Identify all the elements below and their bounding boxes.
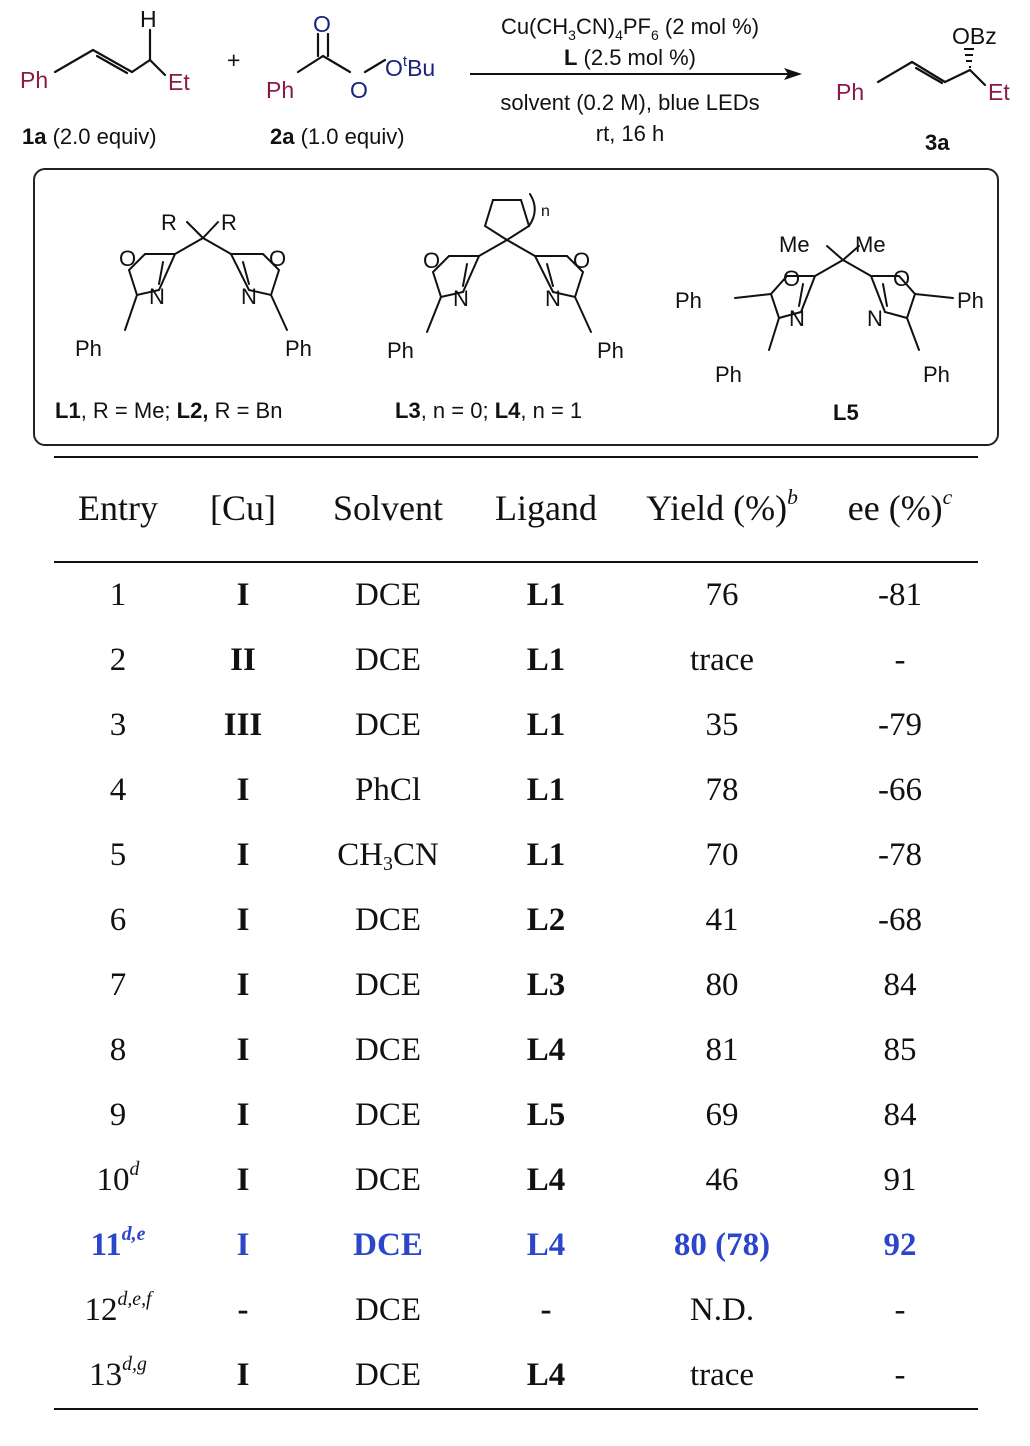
l1-nitrogen-left: N — [149, 284, 165, 309]
ligand-loading-label: L (2.5 mol %) — [563, 45, 697, 70]
cell-yield: 76 — [705, 577, 739, 613]
cell-entry — [89, 1353, 147, 1393]
cell-ee: -68 — [878, 902, 922, 938]
cell-entry — [110, 1034, 127, 1067]
entry-number: 5 — [109, 837, 127, 873]
column-header-text: Ligand — [495, 488, 597, 528]
cell-solvent: DCE — [355, 902, 421, 938]
l5-nitrogen-right: N — [867, 306, 883, 331]
cell-entry — [110, 1099, 127, 1132]
cell-cu: I — [236, 837, 250, 873]
cell-cu: I — [236, 1097, 250, 1133]
cell-cu: I — [236, 772, 250, 808]
column-header-ee — [847, 484, 953, 528]
column-header-solvent — [333, 490, 443, 526]
ligand-caption-l1-l2: L1, R = Me; L2, R = Bn — [55, 398, 283, 423]
ligand-structures-box — [33, 168, 999, 446]
column-header-yield — [646, 484, 798, 528]
entry-number: 10 — [96, 1162, 130, 1198]
cell-ligand: L1 — [526, 707, 566, 743]
cell-ligand: L4 — [526, 1227, 566, 1263]
phenyl-label-1a: Ph — [20, 67, 49, 93]
l3-ring-size-n: n — [541, 203, 550, 220]
footnote-marker: d,g — [122, 1353, 147, 1376]
l3-phenyl-right: Ph — [597, 338, 624, 363]
solvent-text-b: CN — [392, 837, 439, 873]
entry-number: 13 — [89, 1357, 123, 1393]
cell-cu: - — [237, 1292, 249, 1328]
cell-yield: 69 — [705, 1097, 739, 1133]
l3-nitrogen-right: N — [545, 286, 561, 311]
cell-entry — [84, 1288, 152, 1328]
ligand-structures — [35, 170, 997, 444]
l1-r-group-left: R — [161, 210, 177, 235]
l5-phenyl-lower-right: Ph — [923, 362, 950, 387]
l5-phenyl-upper-right: Ph — [957, 288, 984, 313]
ligand-caption-l5: L5 — [833, 400, 859, 425]
cell-ee: 84 — [883, 1097, 917, 1133]
cell-yield: 80 — [705, 967, 739, 1003]
cell-ligand: L1 — [526, 642, 566, 678]
l1-nitrogen-right: N — [241, 284, 257, 309]
cell-ligand: L1 — [526, 772, 566, 808]
l5-methyl-right: Me — [855, 232, 886, 257]
cell-ee: -66 — [878, 772, 922, 808]
cell-solvent: DCE — [355, 1357, 421, 1393]
cell-solvent: DCE — [355, 1292, 421, 1328]
column-header-text: [Cu] — [210, 488, 276, 528]
entry-number: 2 — [109, 642, 127, 678]
cell-ee: 84 — [883, 967, 917, 1003]
cell-cu: I — [236, 1032, 250, 1068]
l5-phenyl-upper-left: Ph — [675, 288, 702, 313]
benzoyloxy-label: OBz — [952, 23, 997, 49]
cell-ligand: L2 — [526, 902, 566, 938]
ligand-caption-l3-l4: L3, n = 0; L4, n = 1 — [395, 398, 583, 423]
cell-entry — [110, 579, 127, 612]
cell-yield: 78 — [705, 772, 739, 808]
entry-number: 3 — [109, 707, 127, 743]
cell-yield: N.D. — [689, 1292, 755, 1328]
footnote-marker: b — [787, 484, 798, 509]
table-top-rule — [54, 456, 978, 458]
hydrogen-label: H — [140, 6, 157, 32]
cell-entry — [110, 709, 127, 742]
column-header-cu — [210, 490, 276, 526]
table-header-rule — [54, 561, 978, 563]
l3-oxygen-left: O — [423, 248, 441, 273]
reaction-scheme — [0, 0, 1030, 160]
cell-ee: 85 — [883, 1032, 917, 1068]
cell-yield: 46 — [705, 1162, 739, 1198]
plus-sign: + — [227, 47, 241, 73]
cell-solvent: DCE — [355, 642, 421, 678]
cell-ee: 92 — [883, 1227, 917, 1263]
column-header-ligand — [495, 490, 597, 526]
cell-ee: -81 — [878, 577, 922, 613]
l5-nitrogen-left: N — [789, 306, 805, 331]
l1-phenyl-left: Ph — [75, 336, 102, 361]
solvent-conditions-label: solvent (0.2 M), blue LEDs — [500, 90, 760, 115]
compound-label-1a: 1a (2.0 equiv) — [22, 124, 157, 149]
cell-ee: - — [894, 642, 906, 678]
cell-entry — [90, 1223, 146, 1263]
cell-yield: 35 — [705, 707, 739, 743]
footnote-marker: c — [942, 484, 953, 509]
column-header-text: Entry — [78, 488, 158, 528]
cell-yield: 41 — [705, 902, 739, 938]
entry-number: 8 — [109, 1032, 127, 1068]
time-conditions-label: rt, 16 h — [595, 121, 665, 146]
cell-ligand: L4 — [526, 1162, 566, 1198]
cell-entry — [110, 969, 127, 1002]
cell-solvent: PhCl — [354, 772, 422, 808]
tert-butoxy-label: $O^tBu$ — [385, 53, 436, 81]
cell-ee: - — [894, 1357, 906, 1393]
cell-cu: I — [236, 967, 250, 1003]
cell-solvent: DCE — [355, 1162, 421, 1198]
l1-phenyl-right: Ph — [285, 336, 312, 361]
cell-solvent: DCE — [355, 967, 421, 1003]
column-header-text: Solvent — [332, 488, 444, 528]
cell-solvent: DCE — [355, 1097, 421, 1133]
ethyl-label-3a: Et — [988, 79, 1010, 105]
cell-cu: I — [236, 1357, 250, 1393]
entry-number: 11 — [90, 1227, 122, 1263]
cell-entry — [110, 644, 127, 677]
ester-oxygen-label: O — [350, 77, 368, 103]
entry-number: 7 — [109, 967, 127, 1003]
cell-cu: III — [223, 707, 263, 743]
cell-solvent: DCE — [353, 1227, 423, 1263]
cell-solvent: DCE — [355, 577, 421, 613]
l1-oxygen-left: O — [119, 246, 137, 271]
entry-number: 6 — [109, 902, 127, 938]
l1-r-group-right: R — [221, 210, 237, 235]
cell-yield: trace — [689, 642, 755, 678]
cell-entry — [110, 839, 127, 872]
footnote-marker: d,e,f — [117, 1288, 152, 1311]
cell-yield: trace — [689, 1357, 755, 1393]
cell-entry — [110, 904, 127, 937]
cell-solvent: DCE — [355, 1032, 421, 1068]
phenyl-label-3a: Ph — [836, 79, 865, 105]
carbonyl-oxygen-label: O — [313, 11, 331, 37]
cell-yield: 70 — [705, 837, 739, 873]
cell-ligand: - — [540, 1292, 552, 1328]
l5-oxygen-right: O — [893, 266, 911, 291]
cell-ee: -78 — [878, 837, 922, 873]
subscript: 3 — [383, 852, 393, 875]
cell-yield: 80 (78) — [673, 1227, 771, 1263]
l5-oxygen-left: O — [783, 266, 801, 291]
cell-cu: I — [236, 902, 250, 938]
entry-number: 4 — [109, 772, 127, 808]
column-header-entry — [78, 490, 158, 526]
l5-phenyl-lower-left: Ph — [715, 362, 742, 387]
phenyl-label-2a: Ph — [266, 77, 295, 103]
cell-entry — [110, 774, 127, 807]
entry-number: 9 — [109, 1097, 127, 1133]
catalyst-label: $Cu(CH_3CN)_4PF_6$ (2 mol %) — [500, 14, 760, 43]
cell-solvent — [337, 837, 439, 875]
cell-ligand: L1 — [526, 577, 566, 613]
cell-ligand: L3 — [526, 967, 566, 1003]
l3-phenyl-left: Ph — [387, 338, 414, 363]
column-header-text: ee (%) — [847, 488, 943, 528]
cell-cu: I — [236, 1227, 250, 1263]
cell-cu: I — [236, 1162, 250, 1198]
cell-ee: 91 — [883, 1162, 917, 1198]
cell-ee: -79 — [878, 707, 922, 743]
l5-methyl-left: Me — [779, 232, 810, 257]
footnote-marker: d,e — [121, 1223, 146, 1246]
table-bottom-rule — [54, 1408, 978, 1410]
entry-number: 1 — [109, 577, 127, 613]
compound-label-3a: 3a — [925, 130, 950, 155]
l1-oxygen-right: O — [269, 246, 287, 271]
footnote-marker: d — [129, 1158, 140, 1181]
cell-ligand: L4 — [526, 1032, 566, 1068]
cell-solvent: DCE — [355, 707, 421, 743]
cell-cu: I — [236, 577, 250, 613]
column-header-text: Yield (%) — [646, 488, 788, 528]
cell-ee: - — [894, 1292, 906, 1328]
cell-ligand: L5 — [526, 1097, 566, 1133]
solvent-text-a: CH — [337, 837, 384, 873]
cell-ligand: L4 — [526, 1357, 566, 1393]
cell-ligand: L1 — [526, 837, 566, 873]
ethyl-label-1a: Et — [168, 69, 190, 95]
cell-cu: II — [230, 642, 256, 678]
l3-oxygen-right: O — [573, 248, 591, 273]
l3-nitrogen-left: N — [453, 286, 469, 311]
cell-entry — [96, 1158, 140, 1198]
entry-number: 12 — [84, 1292, 118, 1328]
cell-yield: 81 — [705, 1032, 739, 1068]
compound-label-2a: 2a (1.0 equiv) — [270, 124, 405, 149]
